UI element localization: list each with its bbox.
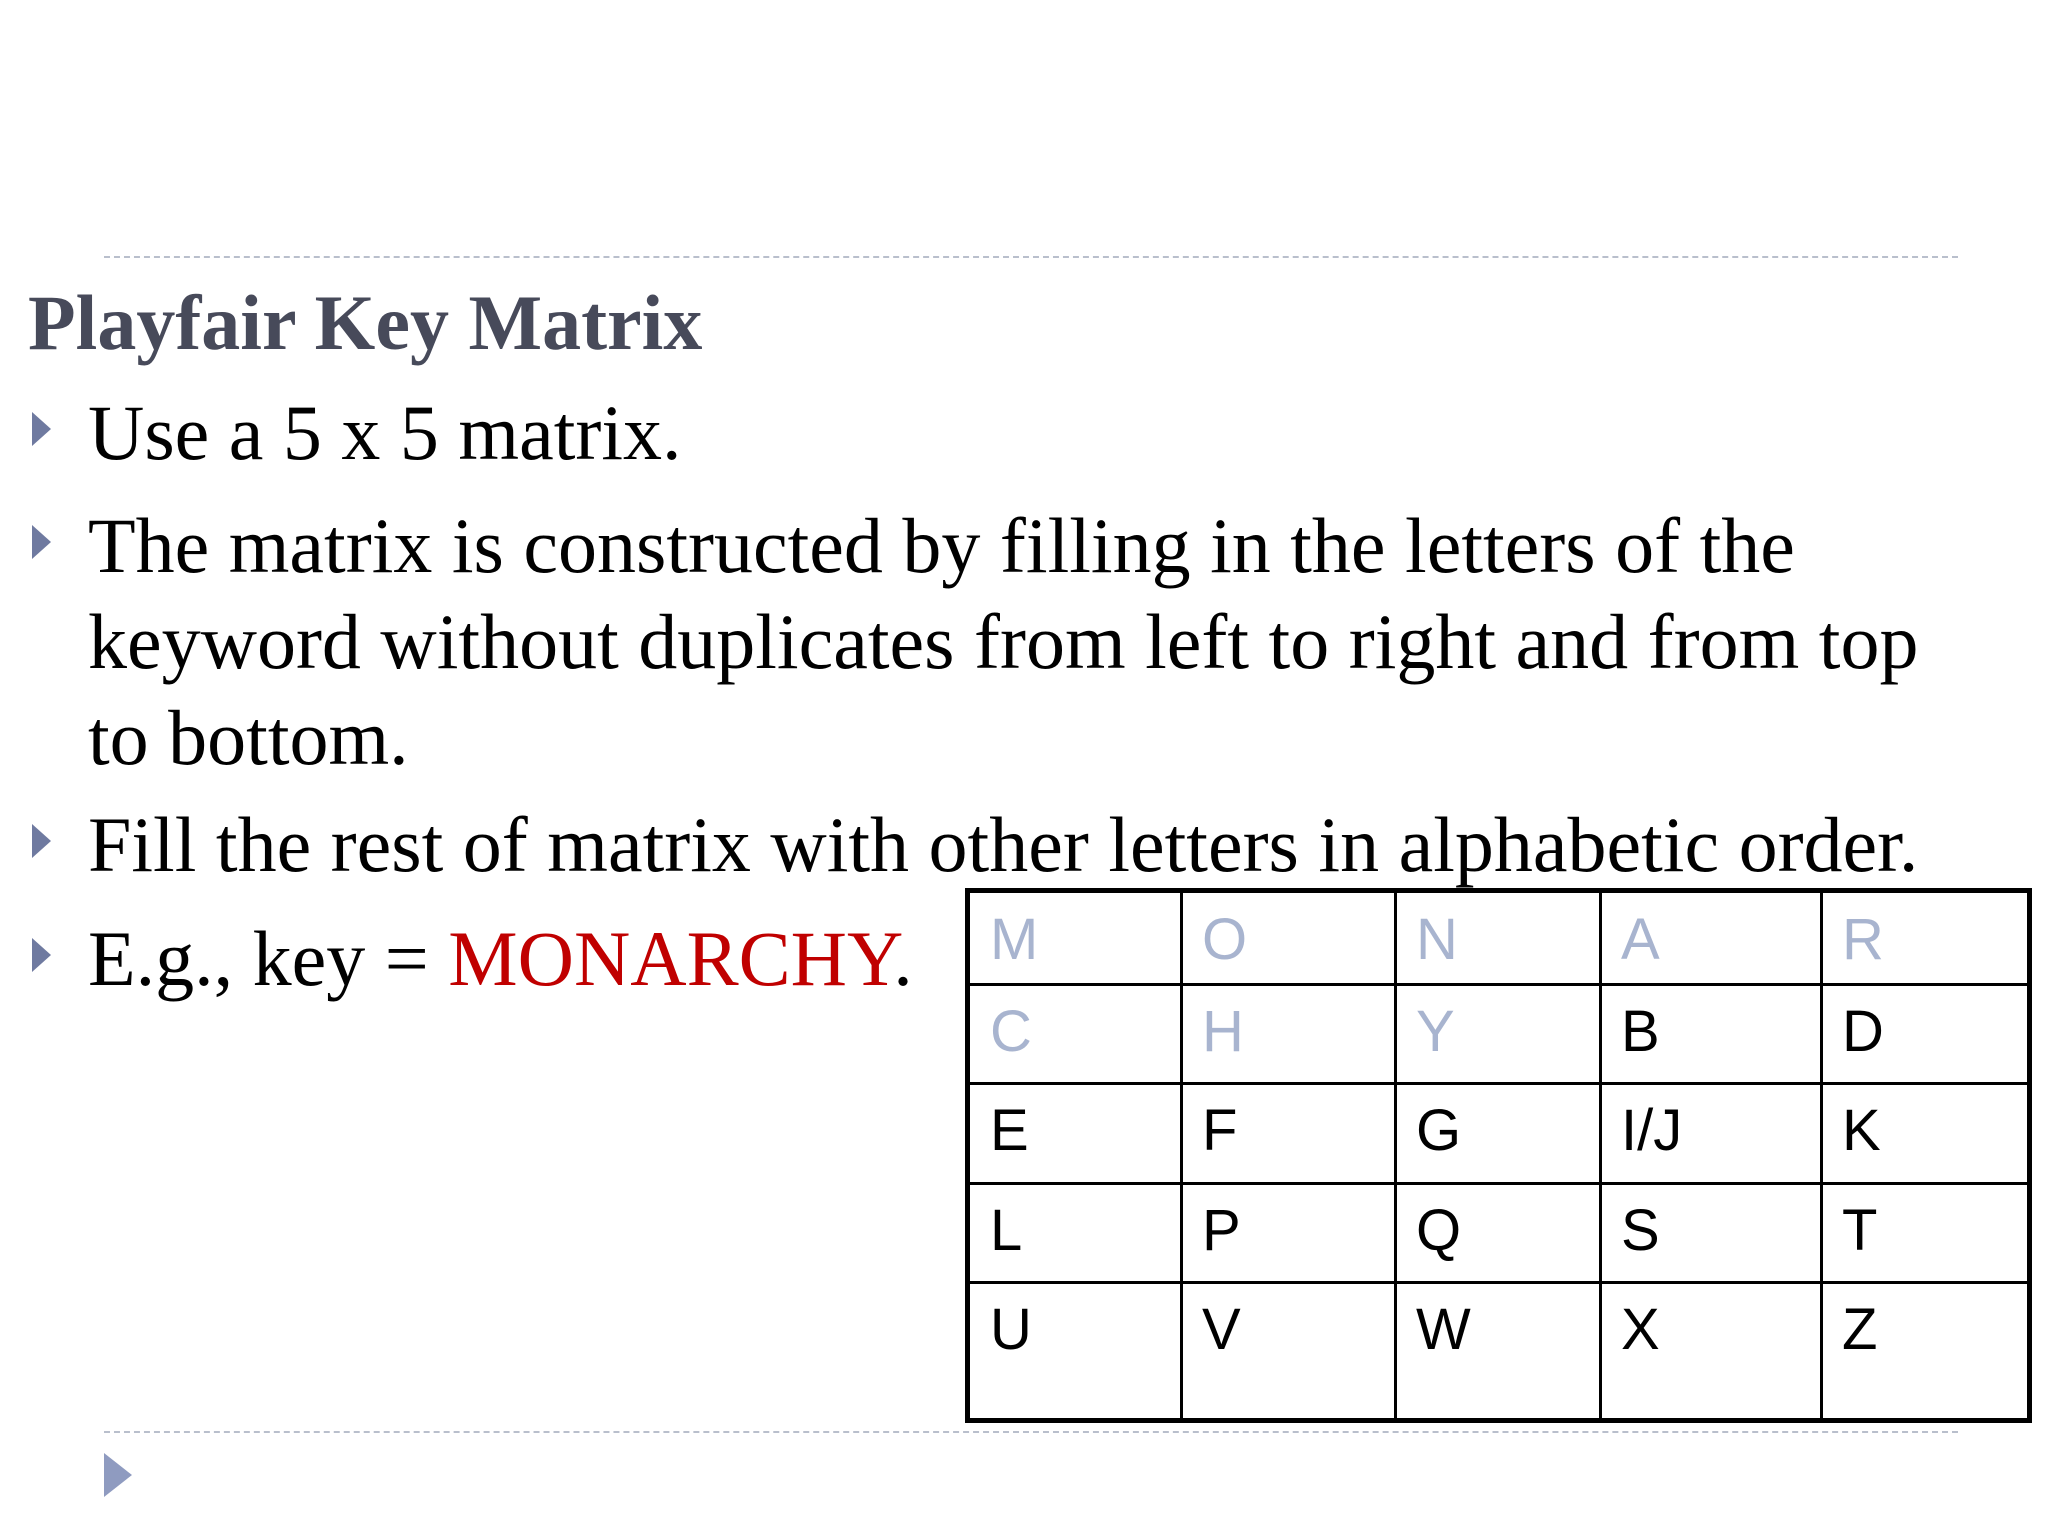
matrix-column-line — [1599, 893, 1602, 1418]
bullet-triangle-icon — [32, 938, 51, 972]
footer-triangle-icon — [104, 1453, 132, 1497]
header-divider — [104, 256, 1958, 258]
matrix-row-line — [970, 1182, 2027, 1185]
matrix-column-line — [1180, 893, 1183, 1418]
footer-divider — [104, 1431, 1958, 1433]
matrix-cell: W — [1416, 1297, 1471, 1362]
matrix-cell: V — [1202, 1297, 1241, 1362]
matrix-column-line — [1394, 893, 1397, 1418]
playfair-key-matrix — [965, 888, 2032, 1423]
bullet-fill-rest — [88, 797, 1918, 893]
matrix-cell: I/J — [1621, 1098, 1683, 1163]
matrix-cell: N — [1416, 907, 1458, 972]
bullet-text: Use a 5 x 5 matrix. — [88, 389, 682, 476]
matrix-cell: K — [1842, 1098, 1881, 1163]
matrix-cell: A — [1621, 907, 1660, 972]
bullet-text-line: keyword without duplicates from left to right and from top — [88, 598, 1919, 685]
matrix-cell: B — [1621, 999, 1660, 1064]
matrix-cell: C — [990, 999, 1032, 1064]
matrix-cell: D — [1842, 999, 1884, 1064]
matrix-row-line — [970, 1082, 2027, 1085]
matrix-cell: E — [990, 1098, 1029, 1163]
bullet-text: Fill the rest of matrix with other letters in alphabetic order. — [88, 801, 1919, 888]
bullet-example — [88, 911, 913, 1007]
bullet-text-line: to bottom. — [88, 694, 409, 781]
matrix-cell: S — [1621, 1198, 1660, 1263]
matrix-cell: Y — [1416, 999, 1455, 1064]
example-suffix: . — [893, 915, 913, 1002]
matrix-cell: R — [1842, 907, 1884, 972]
example-keyword: MONARCHY — [448, 915, 894, 1002]
bullet-matrix-size — [88, 385, 682, 481]
matrix-row-line — [970, 1281, 2027, 1284]
matrix-cell: M — [990, 907, 1039, 972]
matrix-column-line — [1820, 893, 1823, 1418]
matrix-cell: L — [990, 1198, 1023, 1263]
matrix-row-line — [970, 983, 2027, 986]
matrix-cell: H — [1202, 999, 1244, 1064]
bullet-construction — [88, 498, 1918, 786]
matrix-cell: Z — [1842, 1297, 1878, 1362]
matrix-cell: T — [1842, 1198, 1878, 1263]
bullet-triangle-icon — [32, 824, 51, 858]
matrix-cell: F — [1202, 1098, 1238, 1163]
bullet-text-line: The matrix is constructed by filling in the letters of the — [88, 502, 1795, 589]
example-prefix: E.g., key = — [88, 915, 449, 1002]
matrix-cell: O — [1202, 907, 1248, 972]
bullet-triangle-icon — [32, 412, 51, 446]
matrix-cell: U — [990, 1297, 1032, 1362]
bullet-triangle-icon — [32, 525, 51, 559]
matrix-cell: P — [1202, 1198, 1241, 1263]
slide-title: Playfair Key Matrix — [28, 279, 703, 366]
matrix-cell: X — [1621, 1297, 1660, 1362]
matrix-cell: Q — [1416, 1198, 1462, 1263]
matrix-cell: G — [1416, 1098, 1462, 1163]
